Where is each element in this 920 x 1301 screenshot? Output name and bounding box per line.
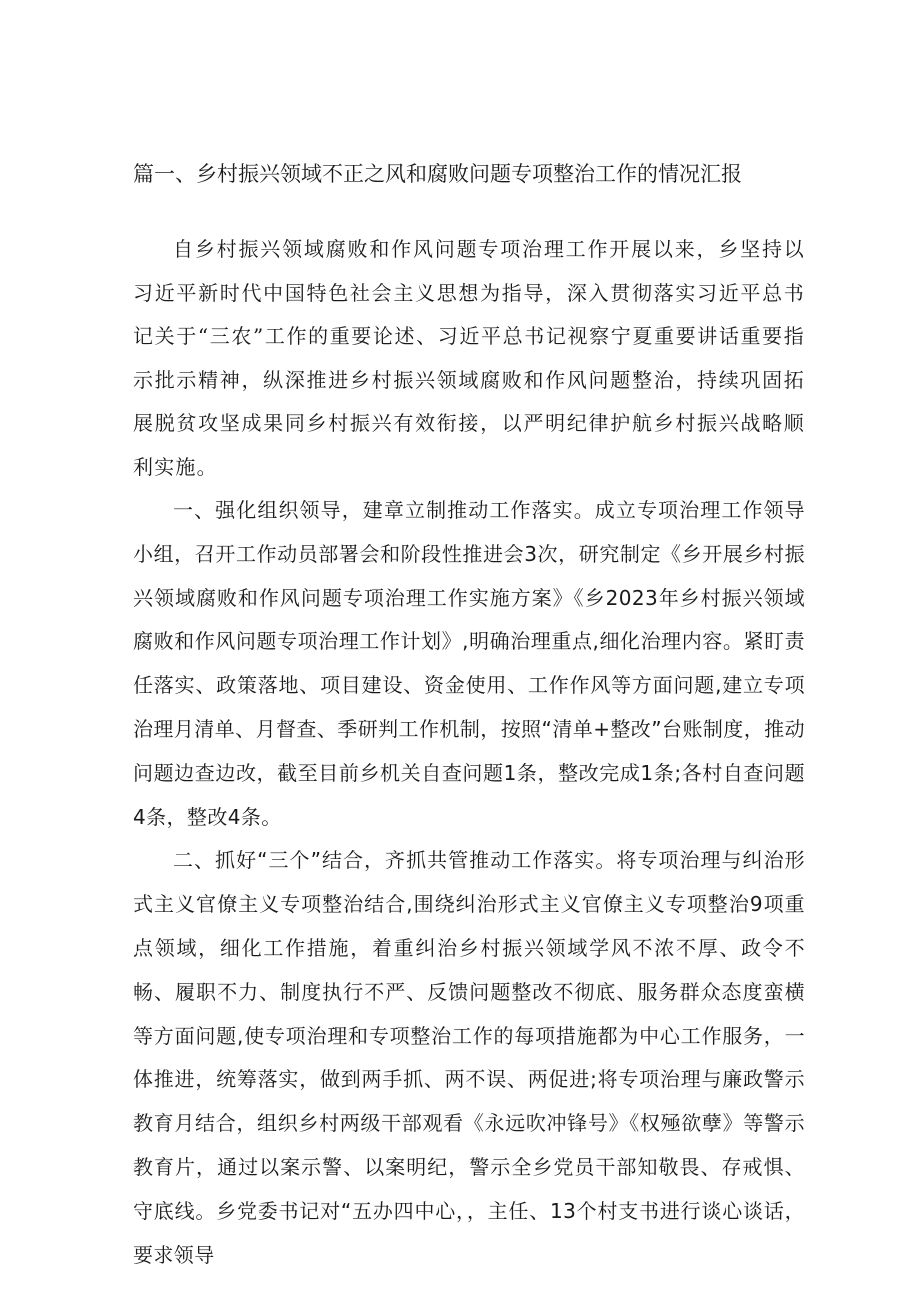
paragraph-section-2: 二、抓好“三个”结合，齐抓共管推动工作落实。将专项治理与纠治形式主义官僚主义专项整治结合,围绕纠治形式主义官僚主义专项整治9项重点领域，细化工作措施，着重纠治乡村振兴领域学风不浓不厚、政令不畅、履职不力、制度执行不严、反馈问题整改不彻底、服务群众态度蛮横等方面问题,使专项治理和专项整治工作的每项措施都为中心工作服务，一体推进，统筹落实，做到两手抓、两不误、两促进;将专项治理与廉政警示教育月结合，组织乡村两级干部观看《永远吹冲锋号》《权殛欲孽》等警示教育片，通过以案示警、以案明纪，警示全乡党员干部知敬畏、存戒惧、守底线。乡党委书记对“五办四中心，，主任、13个村支书进行谈心谈话，要求领导 xyxy=(133,848,805,1267)
document-title: 篇一、乡村振兴领域不正之风和腐败问题专项整治工作的情况汇报 xyxy=(133,162,742,186)
paragraph-section-1: 一、强化组织领导，建章立制推动工作落实。成立专项治理工作领导小组，召开工作动员部署会和阶段性推进会3次，研究制定《乡开展乡村振兴领域腐败和作风问题专项治理工作实施方案》《乡2023年乡村振兴领域腐败和作风问题专项治理工作计划》,明确治理重点,细化治理内容。紧盯责任落实、政策落地、项目建设、资金使用、工作作风等方面问题,建立专项治理月清单、月督查、季研判工作机制，按照“清单+整改”台账制度，推动问题边查边改，截至目前乡机关自查问题1条，整改完成1条;各村自查问题4条，整改4条。 xyxy=(133,498,805,829)
paragraph-intro: 自乡村振兴领域腐败和作风问题专项治理工作开展以来，乡坚持以习近平新时代中国特色社会主义思想为指导，深入贯彻落实习近平总书记关于“三农”工作的重要论述、习近平总书记视察宁夏重要讲话重要指示批示精神，纵深推进乡村振兴领域腐败和作风问题整治，持续巩固拓展脱贫攻坚成果同乡村振兴有效衔接，以严明纪律护航乡村振兴战略顺利实施。 xyxy=(133,237,805,479)
document-body xyxy=(133,228,805,1277)
